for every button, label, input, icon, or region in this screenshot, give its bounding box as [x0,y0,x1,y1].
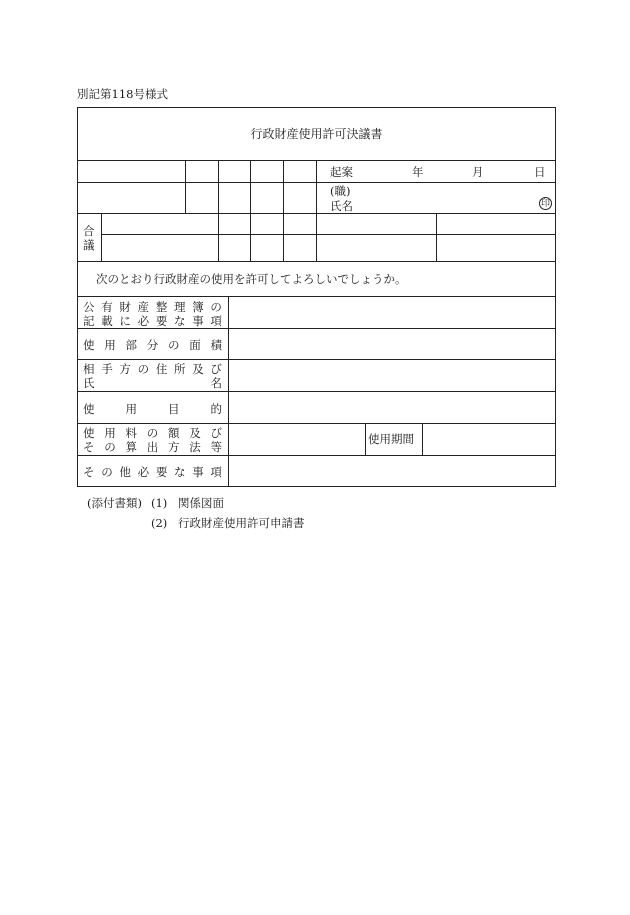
registry-label-line1: 公 有 財 産 整 理 簿 の [83,300,222,314]
attachment-2-number: (2) [151,516,168,530]
council-col-line [436,213,437,261]
form-number: 別記第118号様式 [77,87,168,101]
line-below-fee [77,455,556,456]
registry-label-line2: 記 載 に 必 要 な 事 項 [83,314,222,328]
year-label: 年 [412,165,424,179]
grid-col-line [250,160,251,261]
month-label: 月 [472,165,484,179]
council-label-line [101,213,102,261]
other-items-label: そ の 他 必 要 な 事 項 [83,465,222,479]
grid-col-line [316,160,317,261]
line-below-message [77,296,556,297]
line-below-applicant [77,391,556,392]
line-below-purpose [77,423,556,424]
form-title: 行政財産使用許可決議書 [250,127,383,141]
grid-col-line [218,160,219,261]
name-label: 氏名 [330,199,353,213]
applicant-label-line2: 氏 名 [83,376,222,390]
usage-period-label: 使用期間 [368,432,414,446]
grid-col-line [283,160,284,261]
attachment-2-text: 行政財産使用許可申請書 [178,516,305,530]
period-label-left-line [365,423,366,455]
attachment-1-text: 関係図面 [178,496,224,510]
label-column-line [228,296,229,487]
seal-mark: 印 [540,199,550,209]
period-label-right-line [422,423,423,455]
applicant-label-line1: 相 手 方 の 住 所 及 び [83,362,222,376]
draft-label: 起案 [330,165,353,179]
purpose-label: 使 用 目 的 [83,402,222,416]
line-below-area [77,359,556,360]
day-label: 日 [534,165,546,179]
fee-label-line1: 使 用 料 の 額 及 び [83,426,222,440]
area-label: 使 用 部 分 の 面 積 [83,338,222,352]
fee-label-line2: そ の 算 出 方 法 等 [83,440,222,454]
attachments-label: (添付書類) [87,496,142,510]
post-label: (職) [330,184,351,198]
council-label-char: 議 [83,238,95,252]
approval-message: 次のとおり行政財産の使用を許可してよろしいでしょうか。 [96,272,407,286]
council-label-char: 合 [83,224,95,238]
grid-col-line [185,160,186,213]
attachment-1-number: (1) [151,496,168,510]
line-below-council [77,261,556,262]
council-mid-line [101,234,556,235]
